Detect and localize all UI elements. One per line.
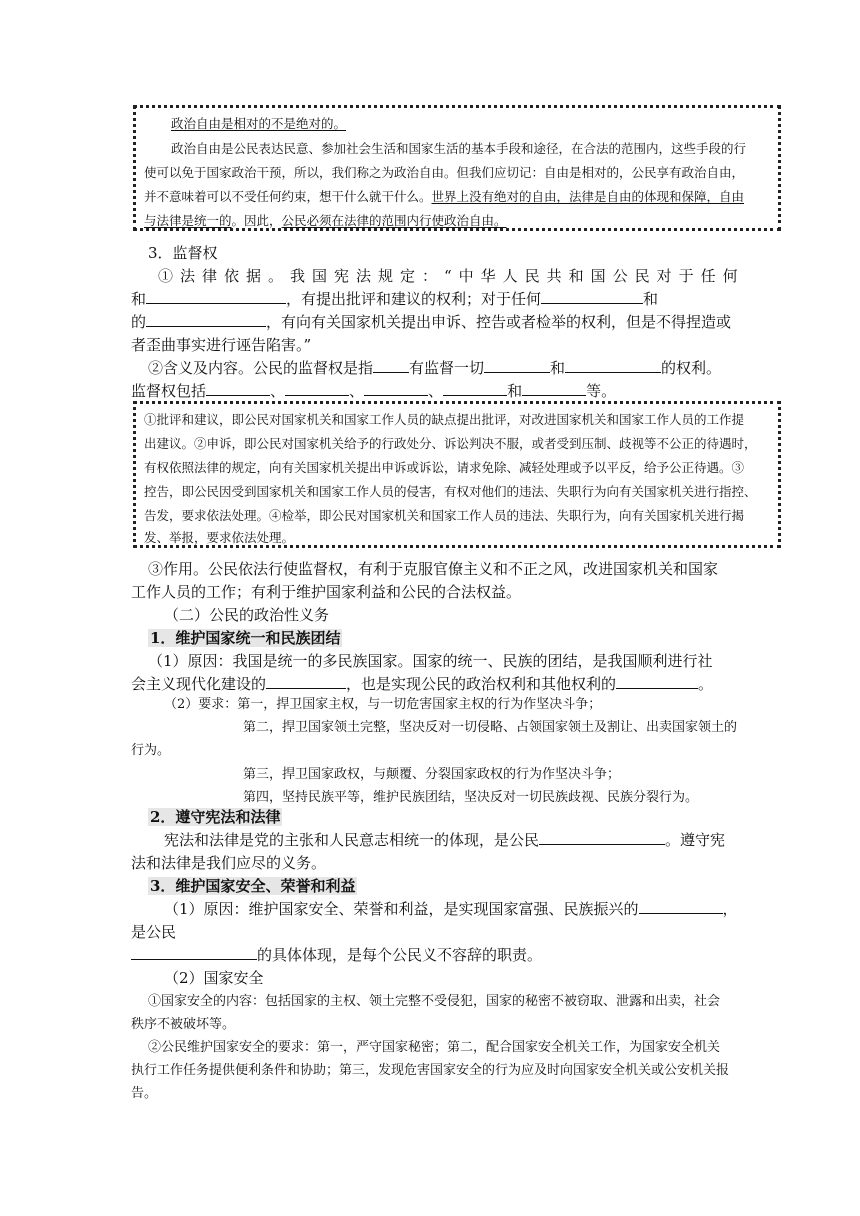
text-line: 的具体体现，是每个公民义不容辞的职责。 [131,944,542,967]
note-line: 政治自由是公民表达民意、参加社会生活和国家生活的基本手段和途径，在合法的范围内，这些手段的行 [171,141,747,156]
text-line: 秩序不被破坏等。 [131,1017,236,1032]
fill-blank[interactable] [146,289,286,304]
text-line: 监督权包括 、 、 、 和 等。 [131,382,617,400]
note-line: 发、举报，要求依法处理。 [144,530,295,545]
fill-blank[interactable] [522,381,586,396]
note-line: ①批评和建议，即公民对国家机关和国家工作人员的缺点提出批评，对改进国家机关和国家工作人员的工作提 [144,412,745,427]
text-line: 者歪曲事实进行诬告陷害。” [131,336,312,354]
text-line: 宪法和法律是党的主张和人民意志相统一的体现，是公民 。遵守宪 [164,831,726,849]
text-line: （2）国家安全 [164,969,264,987]
note-line: 使可以免于国家政治干预，所以，我们称之为政治自由。但我们应切记：自由是相对的，公民享有政治自由， [144,165,745,180]
text-line: 是公民 [131,923,177,941]
subsection-heading: 3．维护国家安全、荣誉和利益 [150,877,356,895]
fill-blank[interactable] [206,381,270,396]
fill-blank[interactable] [443,381,507,396]
section-heading: （二）公民的政治性义务 [164,606,330,624]
fill-blank[interactable] [565,358,661,373]
text-line: （1）原因：我国是统一的多民族国家。国家的统一、民族的团结，是我国顺利进行社 [148,652,713,670]
text-line: 行为。 [131,743,171,758]
text-line: 第四，坚持民族平等，维护民族团结，坚决反对一切民族歧视、民族分裂行为。 [243,790,699,805]
fill-blank[interactable] [266,674,346,689]
text-line: 工作人员的工作；有利于维护国家利益和公民的合法权益。 [131,583,522,601]
subsection-heading: 1．维护国家统一和民族团结 [150,629,341,647]
subsection-heading: 2．遵守宪法和法律 [150,808,281,826]
fill-blank[interactable] [373,358,409,373]
fill-blank[interactable] [484,358,550,373]
text-line: 的 ，有向有关国家机关提出申诉、控告或者检举的权利，但是不得捏造或 [131,313,732,331]
text-line: ③作用。公民依法行使监督权，有利于克服官僚主义和不正之风，改进国家机关和国家 [148,560,719,578]
fill-blank[interactable] [639,899,723,914]
fill-blank[interactable] [616,674,698,689]
text-line: 第二，捍卫国家领土完整，坚决反对一切侵略、占领国家领土及割让、出卖国家领土的 [243,720,738,735]
note-line: 有权依照法律的规定，向有关国家机关提出申诉或诉讼，请求免除、减轻处理或予以平反，给予公正待遇。③ [144,460,745,475]
text-line: 法和法律是我们应尽的义务。 [131,854,327,872]
text-line: 执行工作任务提供便利条件和协助；第三，发现危害国家安全的行为应及时向国家安全机关或公安机关报 [131,1063,730,1078]
fill-blank[interactable] [541,289,643,304]
note-line: 与法律是统一的。因此，公民必须在法律的范围内行使政治自由。 [144,213,507,228]
note-title: 政治自由是相对的不是绝对的。 [171,116,347,131]
note-line: 告发，要求依法处理。④检举，即公民对国家机关和国家工作人员的违法、失职行为，向有关国家机关进行揭 [144,508,745,523]
text-line: 和 ，有提出批评和建议的权利；对于任何 和 [131,290,659,308]
note-line: 控告，即公民因受到国家机关和国家工作人员的侵害，有权对他们的违法、失职行为向有关国家机关进行指控、 [144,484,757,499]
note-line: 出建议。②申诉，即公民对国家机关给予的行政处分、诉讼判决不服，或者受到压制、歧视等不公正的待遇时， [144,436,757,451]
text-line: 会主义现代化建设的 ，也是实现公民的政治权利和其他权利的 。 [131,675,714,693]
text-line: ①国家安全的内容：包括国家的主权、领土完整不受侵犯，国家的秘密不被窃取、泄露和出卖，社会 [148,994,721,1009]
text-line: ②含义及内容。公民的监督权是指 有监督一切 和 的权利。 [148,359,722,377]
section-heading: 3．监督权 [148,244,218,262]
text-line: （2）要求：第一，捍卫国家主权，与一切危害国家主权的行为作坚决斗争； [164,697,602,712]
text-line: 第三，捍卫国家政权，与颠覆、分裂国家政权的行为作坚决斗争； [243,767,621,782]
fill-blank[interactable] [539,830,665,845]
note-box-supervision-content [133,401,781,548]
fill-blank[interactable] [364,381,428,396]
text-line: ②公民维护国家安全的要求：第一，严守国家秘密；第二，配合国家安全机关工作，为国家安全机关 [148,1040,721,1055]
fill-blank[interactable] [285,381,349,396]
text-line: （1）原因：维护国家安全、荣誉和利益，是实现国家富强、民族振兴的 ， [164,900,738,918]
text-line: ①法律依据。我国宪法规定：“中华人民共和国公民对于任何 [158,267,745,285]
fill-blank[interactable] [146,312,266,327]
note-box-political-freedom [133,105,781,231]
text-line: 告。 [131,1086,158,1101]
note-line: 并不意味着可以不受任何约束，想干什么就干什么。世界上没有绝对的自由，法律是自由的体现和保障，自由 [144,189,745,204]
fill-blank[interactable] [131,945,257,960]
